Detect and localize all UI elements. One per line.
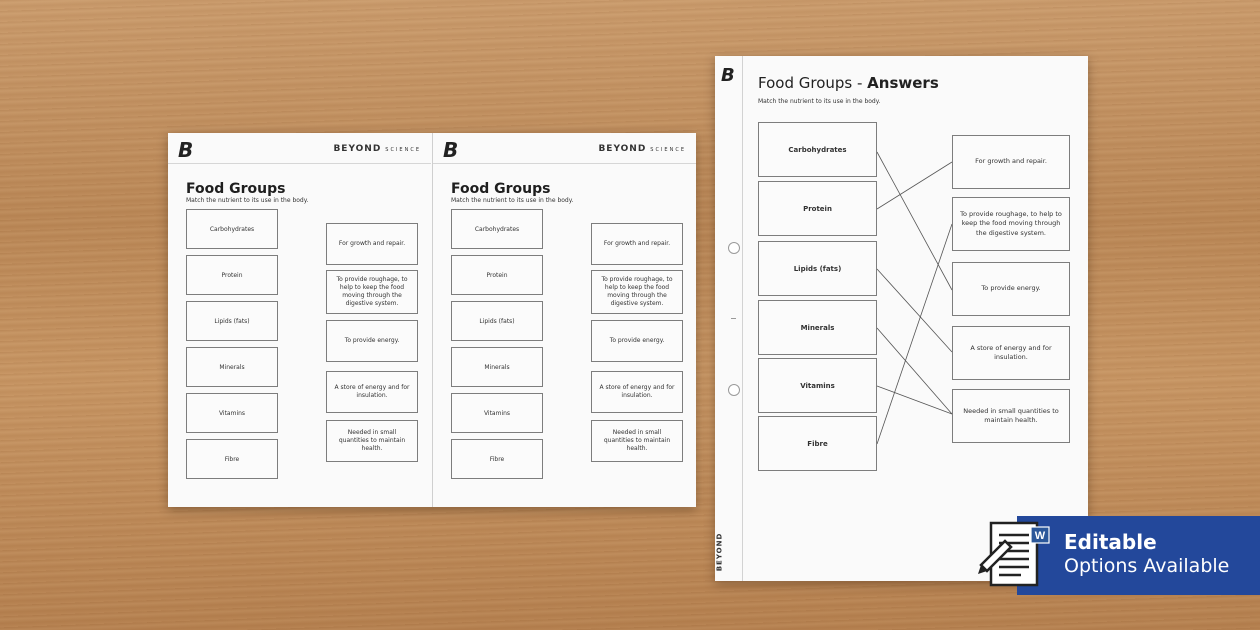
nutrient-box: Vitamins (186, 393, 278, 433)
use-box: For growth and repair. (952, 135, 1070, 189)
header-divider (168, 163, 431, 164)
use-box: A store of energy and for insulation. (591, 371, 683, 413)
answer-title: Food Groups - Answers (758, 74, 939, 92)
use-box: A store of energy and for insulation. (952, 326, 1070, 380)
nutrient-box: Vitamins (451, 393, 543, 433)
side-brand: BEYOND (715, 532, 724, 572)
nutrient-box: Protein (758, 181, 877, 236)
beyond-logo-icon: B (443, 138, 459, 162)
nutrient-box: Lipids (fats) (186, 301, 278, 341)
connector-line (877, 224, 952, 444)
nutrient-box: Carbohydrates (451, 209, 543, 249)
use-box: To provide roughage, to help to keep the food moving through the digestive system. (326, 270, 418, 314)
connector-line (877, 269, 952, 352)
use-box: Needed in small quantities to maintain health. (952, 389, 1070, 443)
badge-subtitle: Options Available (1064, 555, 1230, 577)
brand-label: BEYOND SCIENCE (598, 144, 686, 154)
worksheet-page-right (433, 133, 696, 507)
header-divider (433, 163, 696, 164)
nutrient-box: Minerals (451, 347, 543, 387)
nutrient-box: Fibre (451, 439, 543, 479)
nutrient-box: Lipids (fats) (758, 241, 877, 296)
worksheet-page-left (168, 133, 431, 507)
worksheet-instruction: Match the nutrient to its use in the body. (186, 197, 309, 204)
badge-title: Editable (1064, 530, 1157, 554)
use-box: Needed in small quantities to maintain health. (326, 420, 418, 462)
nutrient-box: Protein (451, 255, 543, 295)
beyond-logo-icon: B (721, 65, 735, 86)
brand-label: BEYOND SCIENCE (333, 144, 421, 154)
use-box: For growth and repair. (326, 223, 418, 265)
worksheet-instruction: Match the nutrient to its use in the body. (451, 197, 574, 204)
use-box: To provide roughage, to help to keep the food moving through the digestive system. (952, 197, 1070, 251)
use-box: To provide roughage, to help to keep the food moving through the digestive system. (591, 270, 683, 314)
answer-sheet (715, 56, 1088, 581)
nutrient-box: Protein (186, 255, 278, 295)
connector-line (877, 162, 952, 209)
svg-text:W: W (1034, 530, 1046, 542)
connector-line (877, 328, 952, 414)
answer-instruction: Match the nutrient to its use in the body. (758, 98, 881, 105)
worksheet-sheet (168, 133, 696, 507)
nutrient-box: Fibre (186, 439, 278, 479)
use-box: To provide energy. (591, 320, 683, 362)
nutrient-box: Carbohydrates (186, 209, 278, 249)
word-document-icon (975, 519, 1055, 591)
nutrient-box: Lipids (fats) (451, 301, 543, 341)
nutrient-box: Vitamins (758, 358, 877, 413)
nutrient-box: Minerals (186, 347, 278, 387)
nutrient-box: Carbohydrates (758, 122, 877, 177)
use-box: For growth and repair. (591, 223, 683, 265)
beyond-logo-icon: B (178, 138, 194, 162)
use-box: To provide energy. (326, 320, 418, 362)
worksheet-title: Food Groups (186, 181, 286, 197)
use-box: A store of energy and for insulation. (326, 371, 418, 413)
connector-line (877, 152, 952, 290)
use-box: Needed in small quantities to maintain health. (591, 420, 683, 462)
nutrient-box: Minerals (758, 300, 877, 355)
use-box: To provide energy. (952, 262, 1070, 316)
nutrient-box: Fibre (758, 416, 877, 471)
worksheet-title: Food Groups (451, 181, 551, 197)
